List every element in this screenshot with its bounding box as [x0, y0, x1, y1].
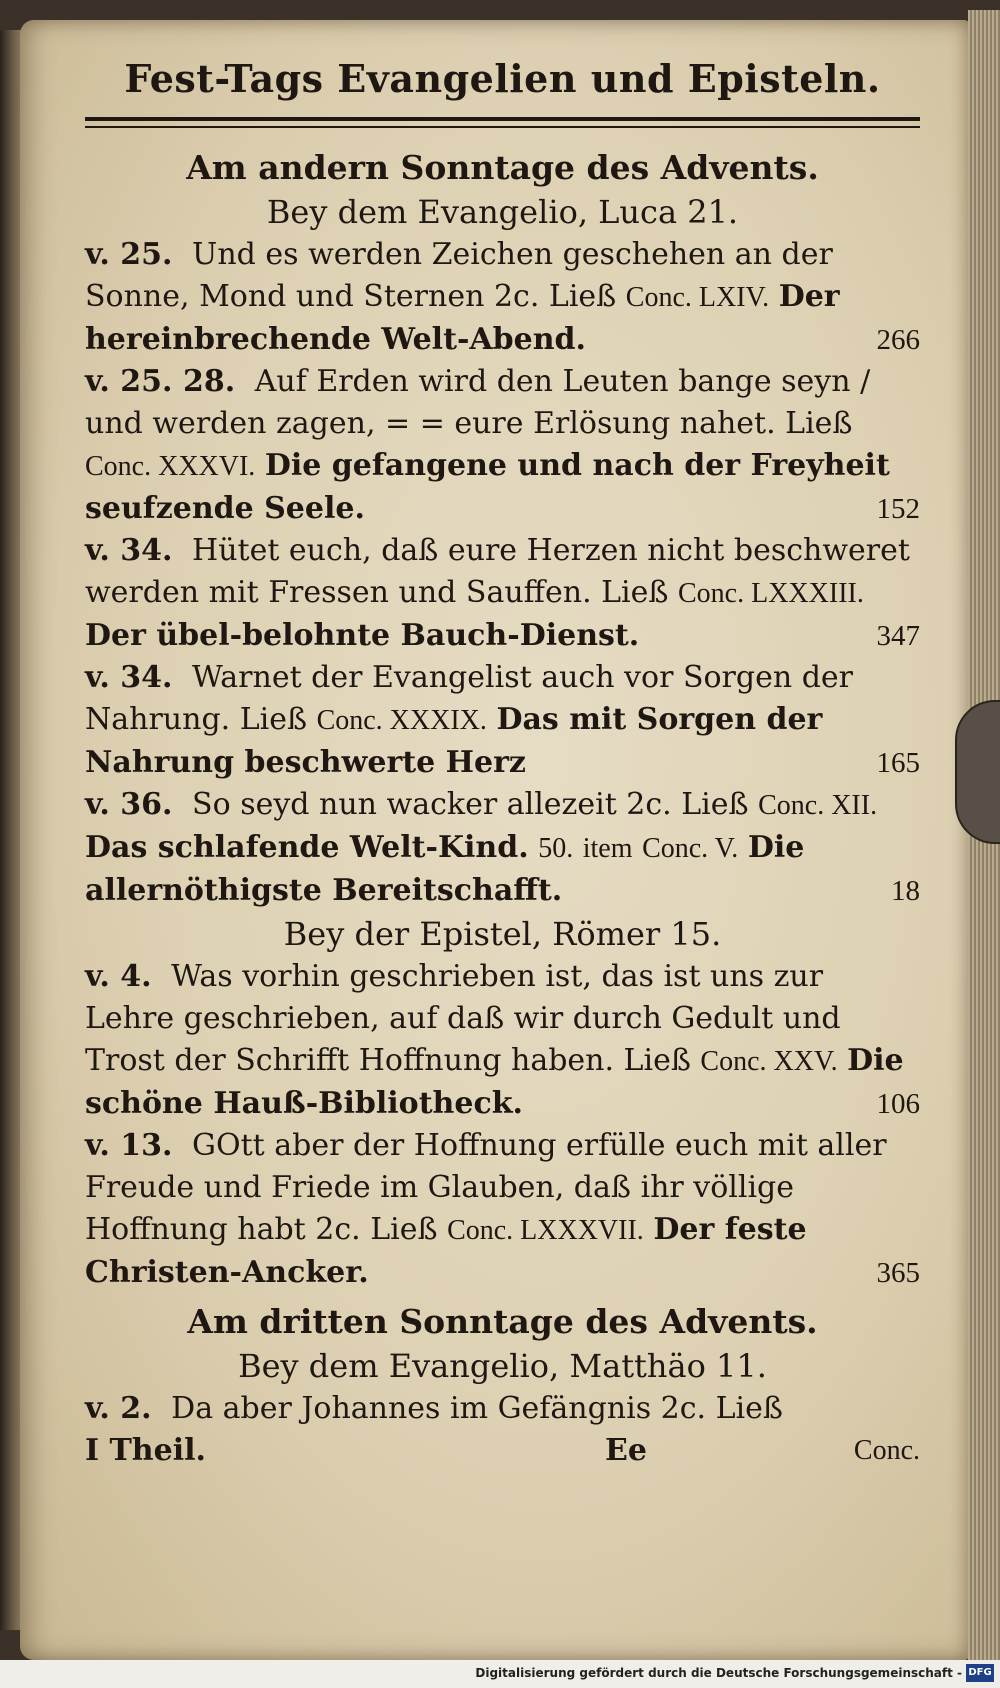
verse-number: v. 2. — [85, 1391, 152, 1426]
header-rule — [85, 117, 920, 128]
gathering-mark: Ee — [605, 1433, 647, 1468]
sermon-title: Der übel-belohnte Bauch-Dienst. — [85, 618, 640, 653]
page-footer — [85, 1430, 920, 1472]
entry-text: Warnet der Evangelist auch vor Sorgen der Nahrung. Ließ — [85, 660, 854, 737]
concordance-ref: Conc. XXV. — [700, 1046, 838, 1077]
entry-text: GOtt aber der Hoffnung erfülle euch mit aller Freude und Friede im Glauben, daß ihr völlige Hoffnung habt 2c. Ließ — [85, 1128, 887, 1247]
entry-text: Was vorhin geschrieben ist, das ist uns zur Lehre geschrieben, auf daß wir durch Gedult und Trost der Schrifft Hoffnung haben. Ließ — [85, 959, 841, 1078]
verse-number: v. 25. — [85, 237, 173, 272]
item-label: item — [582, 833, 633, 864]
list-item — [85, 1125, 920, 1294]
verse-number: v. 25. 28. — [85, 364, 236, 399]
entry-text: So seyd nun wacker allezeit 2c. Ließ — [192, 787, 749, 822]
page-number: 50. — [538, 833, 574, 864]
sermon-title: Der feste Christen-Ancker. — [85, 1212, 807, 1290]
verse-number: v. 4. — [85, 959, 152, 994]
list-item — [85, 784, 920, 912]
list-item — [85, 234, 920, 361]
concordance-ref: Conc. LXXXIII. — [678, 578, 864, 609]
epistle-heading: Bey der Epistel, Römer 15. — [283, 915, 722, 953]
running-head: Fest-Tags Evangelien und Episteln. — [124, 56, 881, 101]
catchword: Conc. — [853, 1435, 920, 1466]
verse-number: v. 13. — [85, 1128, 173, 1163]
page-number: 18 — [891, 875, 920, 907]
page-number: 165 — [876, 747, 920, 779]
page-tab — [955, 700, 1000, 844]
list-item — [85, 530, 920, 657]
list-item — [85, 1388, 920, 1430]
list-item — [85, 956, 920, 1125]
page-number: 347 — [876, 620, 920, 652]
entry-text: Hütet euch, daß eure Herzen nicht beschweret werden mit Fressen und Sauffen. Ließ — [85, 533, 910, 610]
entry-text: Und es werden Zeichen geschehen an der Sonne, Mond und Sternen 2c. Ließ — [85, 237, 833, 314]
sermon-title: Die schöne Hauß-Bibliotheck. — [85, 1043, 904, 1121]
gospel-heading: Bey dem Evangelio, Luca 21. — [266, 193, 739, 231]
section-heading: Am dritten Sonntage des Advents. — [187, 1302, 818, 1341]
concordance-ref: Conc. XII. — [758, 790, 878, 821]
sermon-title: Das mit Sorgen der Nahrung beschwerte Herz — [85, 702, 823, 780]
list-item — [85, 657, 920, 784]
sermon-title: Die allernöthigste Bereitschafft. — [85, 830, 805, 908]
concordance-ref: Conc. LXIV. — [625, 282, 770, 313]
sermon-title: Das schlafende Welt-Kind. — [85, 830, 529, 865]
section-heading: Am andern Sonntage des Advents. — [186, 148, 819, 187]
concordance-ref: Conc. V. — [642, 833, 739, 864]
page-number: 152 — [876, 493, 920, 525]
list-item — [85, 361, 920, 530]
dfg-logo: DFG — [966, 1664, 994, 1682]
sermon-title: Die gefangene und nach der Freyheit seufzende Seele. — [85, 448, 890, 526]
verse-number: v. 34. — [85, 660, 173, 695]
gospel-heading: Bey dem Evangelio, Matthäo 11. — [238, 1347, 767, 1385]
page-number: 266 — [876, 324, 920, 356]
page-number: 365 — [876, 1257, 920, 1289]
volume-signature: I Theil. — [85, 1433, 206, 1468]
concordance-ref: Conc. LXXXVII. — [447, 1215, 644, 1246]
verse-number: v. 34. — [85, 533, 173, 568]
concordance-ref: Conc. XXXIX. — [316, 705, 487, 736]
sermon-title: Der hereinbrechende Welt-Abend. — [85, 279, 840, 357]
entry-text: Auf Erden wird den Leuten bange seyn / und werden zagen, = = eure Erlösung nahet. Ließ — [85, 364, 871, 441]
verse-number: v. 36. — [85, 787, 173, 822]
concordance-ref: Conc. XXXVI. — [85, 451, 256, 482]
footer-credit: Digitalisierung gefördert durch die Deutsche Forschungsgemeinschaft - — [475, 1666, 962, 1680]
page-number: 106 — [876, 1088, 920, 1120]
left-page-edge — [0, 30, 22, 1630]
entry-text: Da aber Johannes im Gefängnis 2c. Ließ — [171, 1391, 783, 1426]
page-content — [85, 55, 920, 1472]
